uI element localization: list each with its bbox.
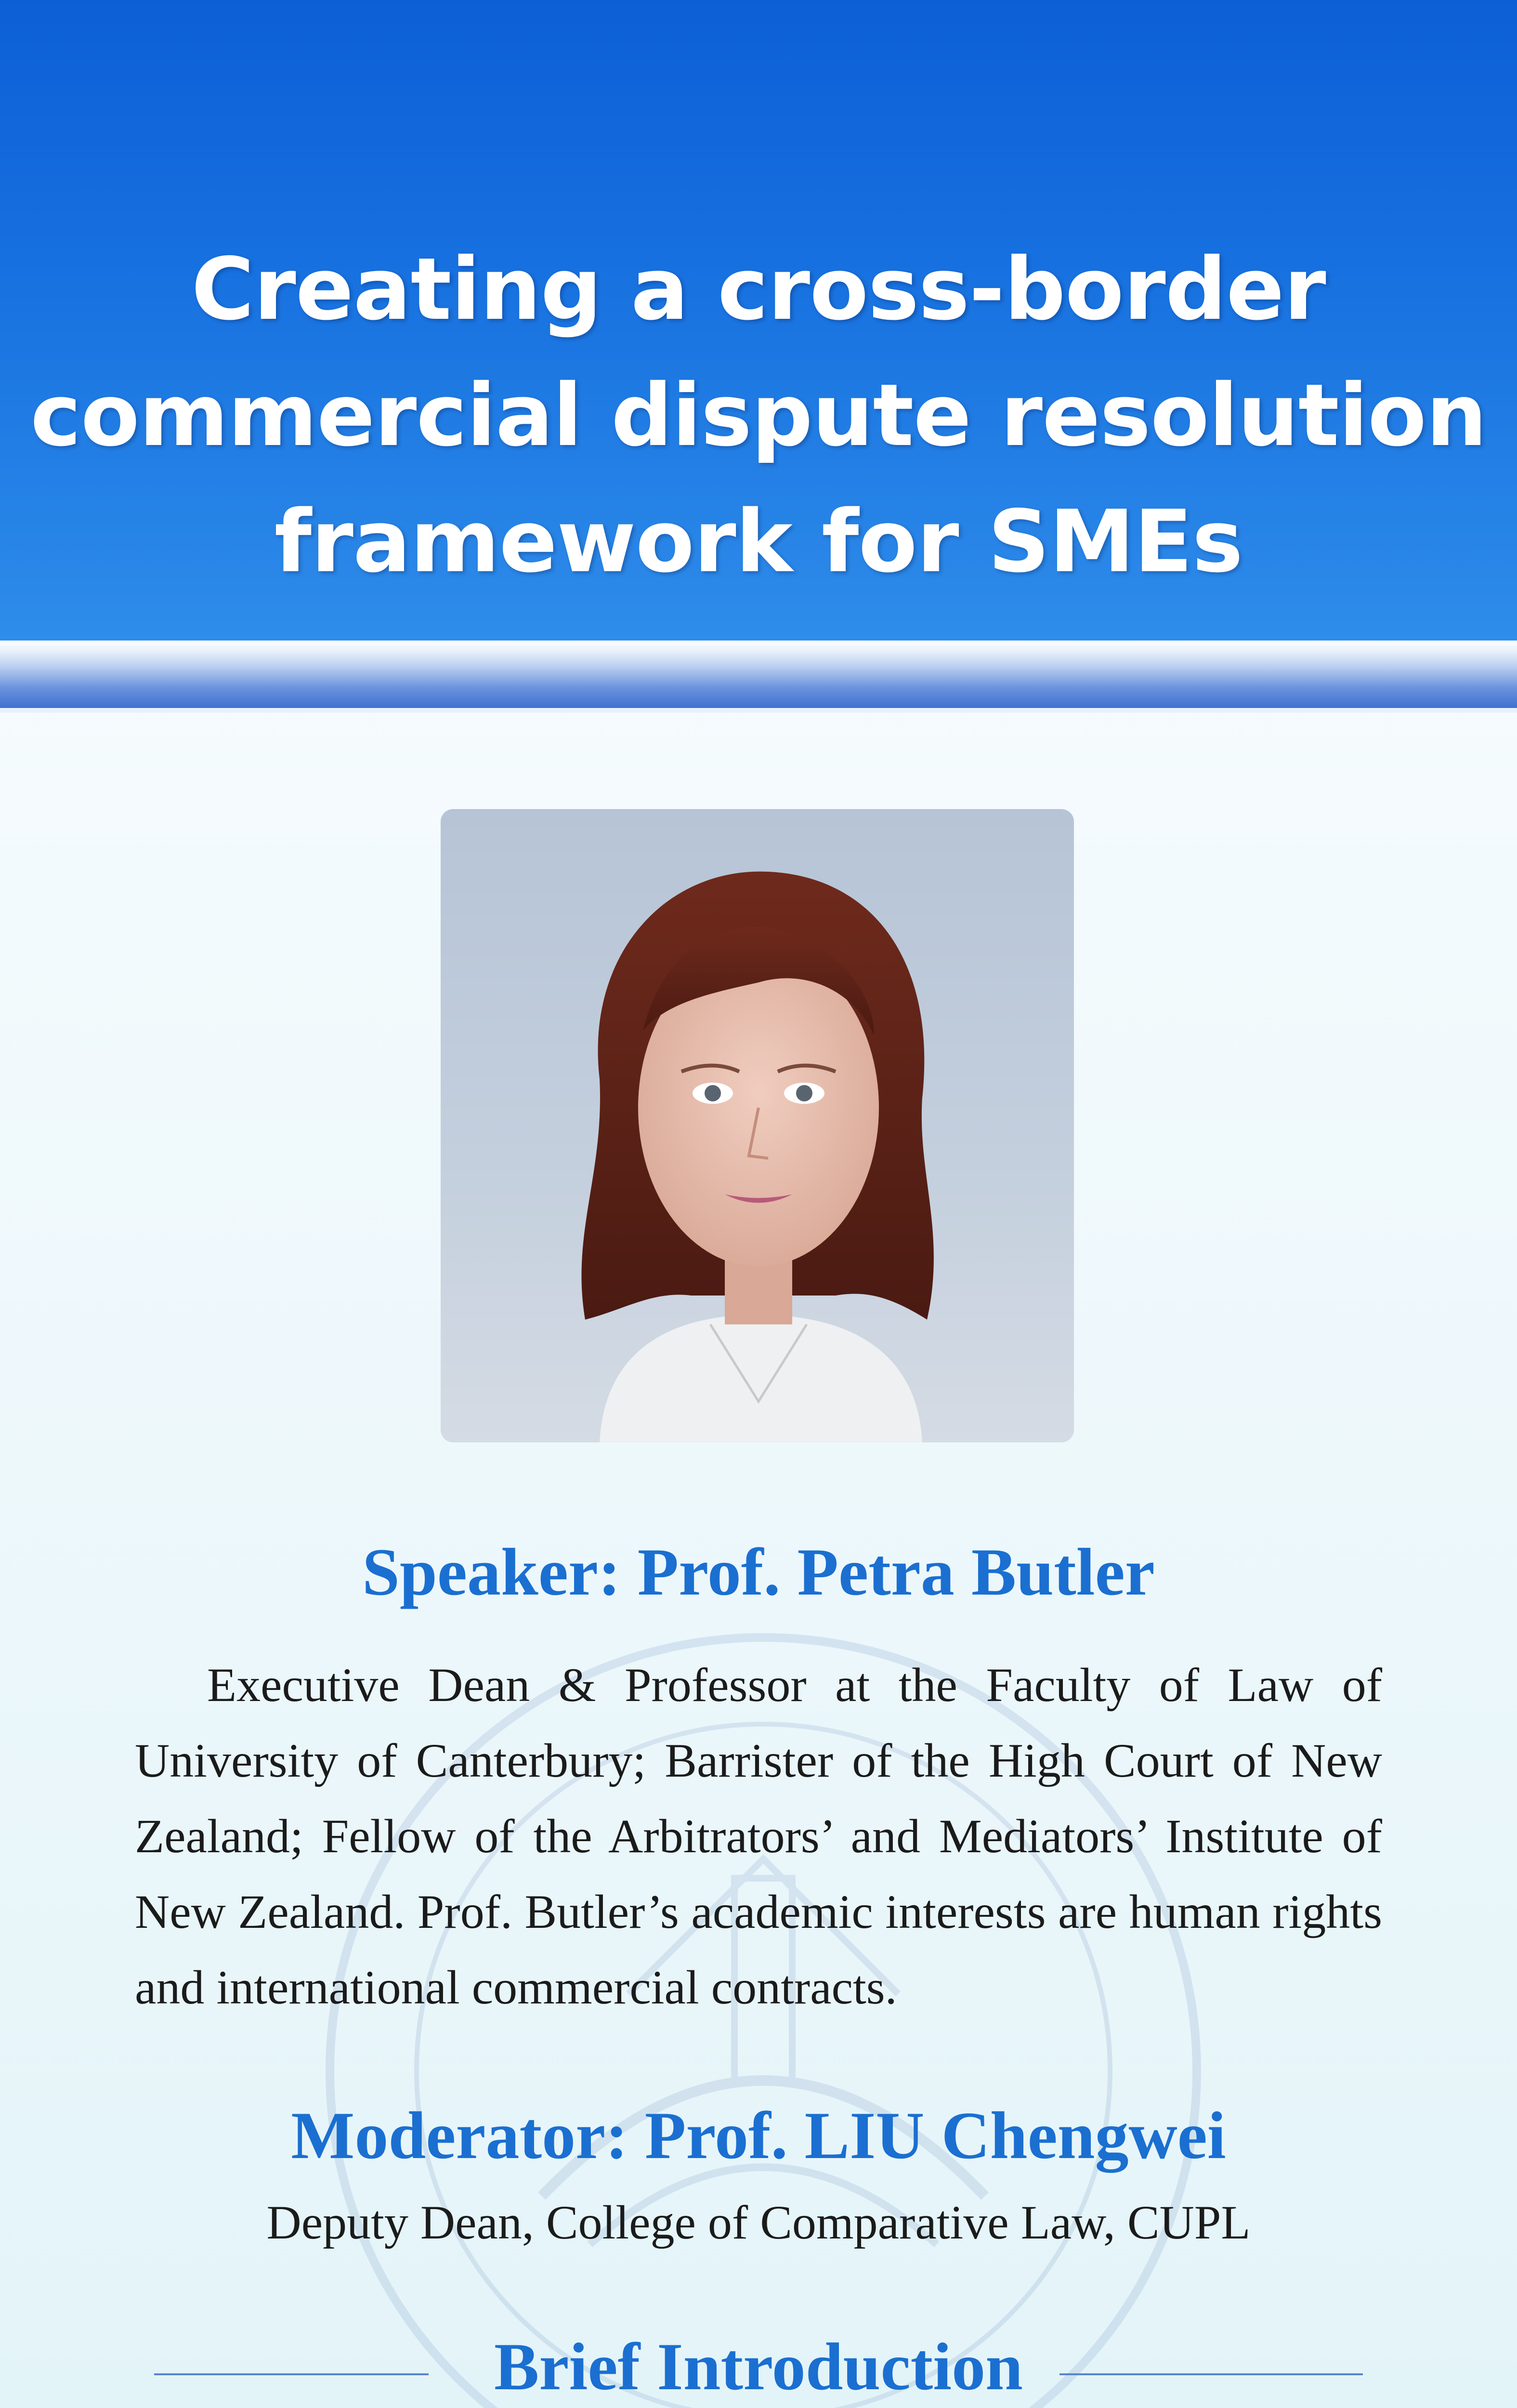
intro-text — [135, 2406, 1382, 2408]
moderator-heading: Moderator: Prof. LIU Chengwei — [291, 2098, 1226, 2173]
speaker-bio: Executive Dean & Professor at the Faculty of Law of University of Canterbury; Barrister of the High Court of New Zealand; Fellow of the Arbitrators’ and Mediators’ Institute of New Zealand. Prof. Butler’s academic interests are human rights and international commercial contracts. — [135, 1658, 1382, 2014]
intro-heading: Brief Introduction — [494, 2329, 1023, 2404]
header-gradient-band — [0, 641, 1517, 708]
page-title: Creating a cross-border commercial dispute resolution framework for SMEs — [30, 239, 1487, 591]
speaker-portrait — [441, 809, 1074, 1442]
divider-right — [1059, 2373, 1363, 2375]
moderator-role: Deputy Dean, College of Comparative Law, CUPL — [266, 2196, 1251, 2249]
speaker-heading: Speaker: Prof. Petra Butler — [362, 1535, 1155, 1610]
header-banner — [0, 0, 1517, 641]
speaker-portrait-illustration — [441, 809, 1074, 1442]
